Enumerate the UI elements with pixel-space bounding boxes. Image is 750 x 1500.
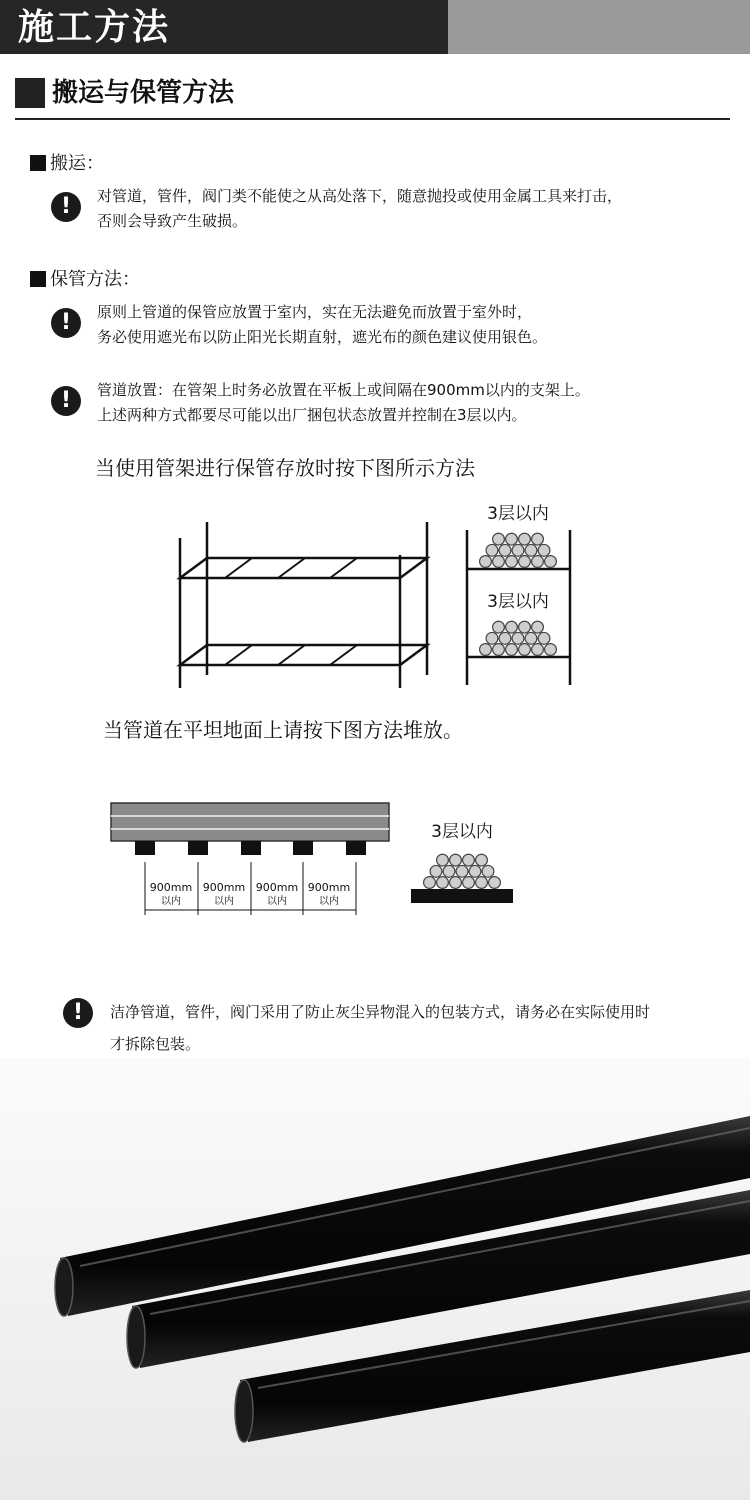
pipe-end [486, 544, 498, 556]
exclamation-circle-icon: ! [51, 386, 81, 416]
page-title: 施工方法 [18, 7, 171, 48]
rack-shelf-upper [180, 558, 427, 578]
storage-note2-line-2: 上述两种方式都要尽可能以出厂捆包状态放置并控制在3层以内。 [97, 406, 527, 424]
spacing-label-unit: 以内 [319, 896, 339, 907]
pipe-end [493, 621, 505, 633]
pipe-end [493, 556, 505, 568]
pipe-end [532, 621, 544, 633]
spacing-label-value: 900mm [149, 881, 193, 894]
pipe-bundle-top [480, 533, 557, 567]
exclamation-circle-icon: ! [51, 308, 81, 338]
pipe-end [476, 877, 488, 889]
pipe-end [538, 632, 550, 644]
pipe-end [512, 544, 524, 556]
pipe-end [424, 877, 436, 889]
pipe-end [519, 644, 531, 656]
pipe-end [482, 865, 494, 877]
transport-heading [30, 152, 104, 176]
pipe-end [506, 533, 518, 545]
pipe-end [512, 632, 524, 644]
pipe-end [430, 865, 442, 877]
pipe-end [480, 644, 492, 656]
pipe-end [519, 621, 531, 633]
spacing-label-value: 900mm [255, 881, 299, 894]
pipe-end [506, 556, 518, 568]
ground-base [411, 889, 513, 903]
storage-note1-line-1: 原则上管道的保管应放置于室内，实在无法避免而放置于室外时， [97, 303, 533, 321]
pipe-end [443, 865, 455, 877]
pipe-end [463, 877, 475, 889]
pipe-end [532, 644, 544, 656]
pipe-end [480, 556, 492, 568]
rack-side-diagram [460, 495, 580, 690]
support-block [135, 841, 155, 855]
pipe-end [437, 877, 449, 889]
pipe-end [519, 556, 531, 568]
support-block [346, 841, 366, 855]
rack-layer-label-2: 3层以内 [487, 592, 549, 612]
pipe-end [476, 854, 488, 866]
pipe-end [493, 644, 505, 656]
pipe-end [525, 632, 537, 644]
product-photo [0, 1058, 750, 1500]
spacing-label-unit: 以内 [161, 896, 181, 907]
cleaning-line-2: 才拆除包装。 [110, 1035, 201, 1053]
pipe-end [506, 644, 518, 656]
support-block [188, 841, 208, 855]
transport-line-2: 否则会导致产生破损。 [97, 212, 248, 230]
pipe-end [456, 865, 468, 877]
pipe-end [519, 533, 531, 545]
pipe-end [499, 544, 511, 556]
storage-note2-line-1: 管道放置：在管架上时务必放置在平板上或间隔在900mm以内的支架上。 [97, 381, 590, 399]
rack-layer-label-1: 3层以内 [487, 504, 549, 524]
pipe-end [469, 865, 481, 877]
spacing-label-value: 900mm [307, 881, 351, 894]
storage-note1-line-2: 务必使用遮光布以防止阳光长期直射，遮光布的颜色建议使用银色。 [97, 328, 548, 346]
exclamation-circle-icon: ! [51, 192, 81, 222]
pipe-end [532, 556, 544, 568]
ground-caption: 当管道在平坦地面上请按下图方法堆放。 [103, 718, 463, 742]
pipe-end [463, 854, 475, 866]
spacing-label-unit: 以内 [267, 896, 287, 907]
rack-caption: 当使用管架进行保管存放时按下图所示方法 [95, 456, 475, 480]
rack-diagram [170, 510, 440, 700]
pipe-end [493, 533, 505, 545]
exclamation-circle-icon: ! [63, 998, 93, 1028]
pipe-end [489, 877, 501, 889]
pipe-bundle-ground [424, 854, 501, 888]
pipe-end [538, 544, 550, 556]
pipe-end [525, 544, 537, 556]
pipe-end [545, 644, 557, 656]
transport-heading-text: 搬运： [50, 153, 104, 174]
heading-marker [30, 155, 46, 171]
pipe-bundle-bottom [480, 621, 557, 655]
ground-bundle-diagram [405, 815, 520, 910]
pipe-end [532, 533, 544, 545]
section-title: 搬运与保管方法 [52, 78, 235, 108]
pipe-end [499, 632, 511, 644]
spacing-label-unit: 以内 [214, 896, 234, 907]
pipe-end [450, 877, 462, 889]
transport-line-1: 对管道，管件，阀门类不能使之从高处落下，随意抛投或使用金属工具来打击， [97, 187, 623, 205]
section-divider [15, 118, 730, 120]
support-block [293, 841, 313, 855]
pipe-end [450, 854, 462, 866]
pipe-end [545, 556, 557, 568]
pipe-end [506, 621, 518, 633]
ground-layer-label: 3层以内 [431, 822, 493, 842]
storage-heading-text: 保管方法： [50, 269, 140, 290]
support-block [241, 841, 261, 855]
section-marker [15, 78, 45, 108]
pipe-end [437, 854, 449, 866]
heading-marker [30, 271, 46, 287]
rack-shelf-lower [180, 645, 427, 665]
storage-heading [30, 268, 140, 292]
spacing-label-value: 900mm [202, 881, 246, 894]
pipe-end [486, 632, 498, 644]
ground-diagram [105, 800, 395, 925]
cleaning-line-1: 洁净管道，管件，阀门采用了防止灰尘异物混入的包装方式，请务必在实际使用时 [110, 1003, 651, 1021]
